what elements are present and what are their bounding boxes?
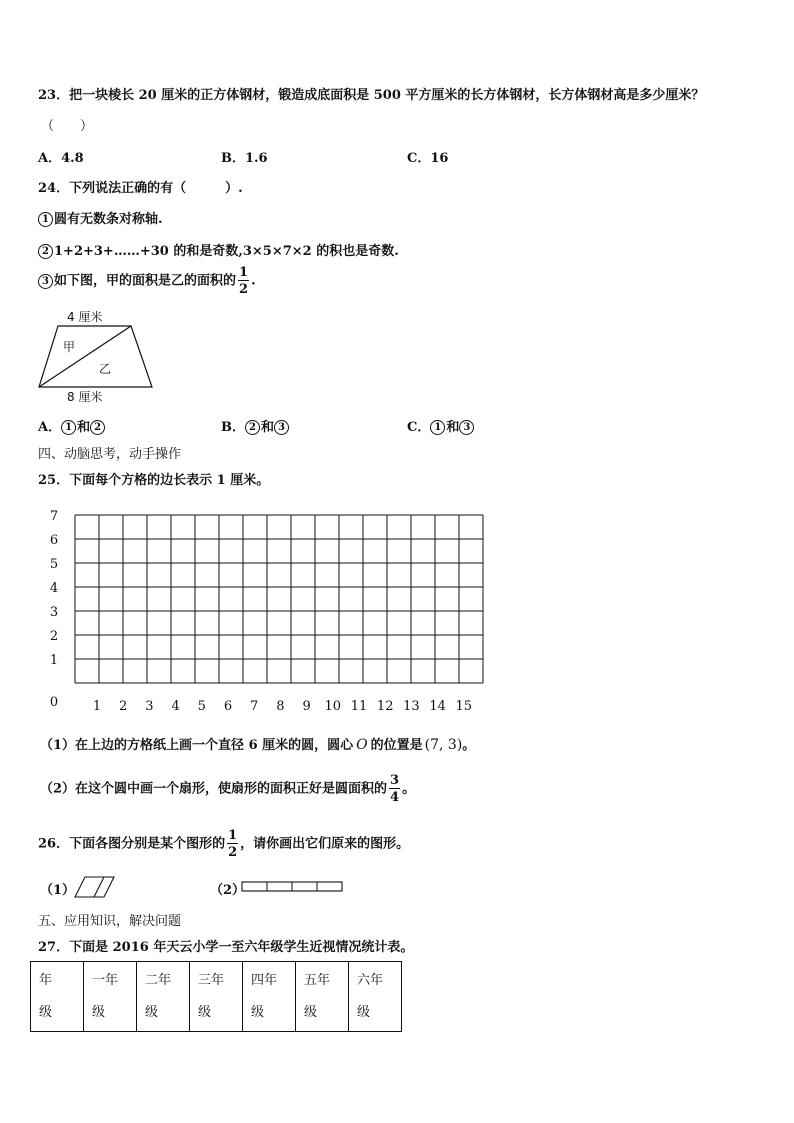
center-o-symbol: O — [356, 737, 368, 753]
fraction-numerator: 3 — [390, 773, 400, 788]
section-5-heading: 五、应用知识，解决问题 — [38, 914, 182, 929]
trapezoid-label-yi: 乙 — [99, 362, 112, 376]
q25-part-2 — [40, 774, 415, 804]
option-text: 和 — [77, 420, 91, 435]
circled-number: 1 — [61, 420, 76, 435]
q27-text: 27．下面是 2016 年天云小学一至六年级学生近视情况统计表。 — [38, 940, 414, 955]
header-line: 六年 — [357, 972, 384, 988]
x-axis-label: 10 — [324, 699, 342, 714]
header-line: 级 — [304, 1004, 318, 1020]
fraction-denominator: 2 — [228, 845, 238, 860]
x-axis-label: 8 — [276, 699, 285, 714]
circled-number: 3 — [459, 420, 474, 435]
question-text: ，请你画出它们原来的图形。 — [240, 836, 410, 852]
part-text: （2）在这个圆中画一个扇形，使扇形的面积正好是圆面积的 — [40, 781, 388, 797]
q25-text: 25．下面每个方格的边长表示 1 厘米。 — [38, 473, 270, 488]
table-header-cell — [137, 962, 190, 1032]
q24-option-a — [38, 416, 106, 435]
x-axis-label: 15 — [455, 699, 473, 714]
circled-number: 2 — [245, 420, 260, 435]
x-axis-label: 1 — [92, 699, 102, 714]
half-shape-parallelogram — [74, 875, 118, 899]
q24-statement-3 — [38, 266, 256, 296]
statement-text: . — [251, 273, 256, 289]
table-header-cell — [84, 962, 137, 1032]
q24-text: 24．下列说法正确的有（ ）. — [38, 181, 243, 196]
fraction — [238, 266, 249, 296]
part-text: 。 — [462, 738, 476, 753]
y-axis-label: 6 — [49, 533, 59, 548]
fraction-numerator: 1 — [239, 265, 249, 280]
q26-label-1: （1） — [40, 883, 76, 898]
circled-number: 1 — [38, 212, 53, 227]
q26-text — [38, 829, 409, 859]
fraction-denominator: 2 — [239, 282, 249, 297]
fraction — [227, 829, 238, 859]
q24-statement-1 — [38, 208, 163, 227]
x-axis-label: 2 — [119, 699, 128, 714]
statement-text: 1+2+3+……+30 的和是奇数,3×5×7×2 的积也是奇数. — [54, 244, 399, 259]
y-axis-label: 3 — [49, 605, 59, 620]
circled-number: 3 — [274, 420, 289, 435]
y-axis-label: 7 — [49, 509, 59, 524]
circled-number: 2 — [90, 420, 105, 435]
q23-option-c: C．16 — [407, 151, 449, 166]
q24-option-b — [221, 416, 290, 435]
y-axis-label: 2 — [49, 629, 59, 644]
x-axis-label: 7 — [250, 699, 259, 714]
q26-label-2: （2） — [210, 883, 246, 898]
x-axis-label: 6 — [223, 699, 233, 714]
table-header-row — [31, 962, 402, 1032]
y-axis-label: 5 — [49, 557, 59, 572]
x-axis-label: 4 — [171, 699, 180, 714]
header-line: 级 — [251, 1004, 265, 1020]
header-line: 级 — [92, 1004, 106, 1020]
q23-option-a: A．4.8 — [38, 151, 84, 166]
trapezoid-bottom-label: 8 厘米 — [67, 390, 103, 404]
q23-answer-blank: （ ） — [41, 119, 94, 134]
x-axis-label: 11 — [350, 699, 368, 714]
part-text: 的位置是 — [370, 738, 423, 753]
section-4-heading: 四、动脑思考，动手操作 — [38, 447, 182, 462]
header-line: 级 — [145, 1004, 159, 1020]
question-text: 26．下面各图分别是某个图形的 — [38, 836, 226, 852]
trapezoid-label-jia: 甲 — [63, 340, 76, 354]
x-axis-label: 12 — [376, 699, 394, 714]
fraction-numerator: 1 — [228, 828, 238, 843]
header-line: 五年 — [304, 972, 331, 988]
table-header-cell — [349, 962, 402, 1032]
option-text: 和 — [261, 420, 275, 435]
header-line: 级 — [198, 1004, 212, 1020]
circled-number: 3 — [38, 274, 53, 289]
statement-text: 圆有无数条对称轴. — [54, 212, 163, 227]
q23-option-b: B．1.6 — [221, 151, 268, 166]
option-letter: C． — [407, 420, 431, 435]
table-header-cell — [243, 962, 296, 1032]
grid-svg — [40, 505, 490, 714]
center-position: (7, 3) — [424, 737, 463, 753]
header-line: 二年 — [145, 972, 172, 988]
myopia-stats-table — [30, 961, 402, 1032]
half-shape-strip — [241, 880, 345, 894]
x-axis-label: 5 — [197, 699, 206, 714]
option-text: 和 — [446, 420, 460, 435]
header-line: 年 — [39, 972, 53, 988]
y-axis-label: 1 — [49, 653, 59, 668]
q23-text: 23．把一块棱长 20 厘米的正方体钢材，锻造成底面积是 500 平方厘米的长方体钢材，长方体钢材高是多少厘米？ — [38, 88, 705, 103]
fraction-denominator: 4 — [390, 790, 400, 805]
header-line: 四年 — [251, 972, 278, 988]
q25-part-1 — [40, 734, 475, 753]
x-axis-label: 3 — [145, 699, 154, 714]
header-line: 级 — [39, 1004, 53, 1020]
table-header-cell — [31, 962, 84, 1032]
y-axis-label: 0 — [49, 695, 59, 710]
x-axis-label: 9 — [302, 699, 311, 714]
header-line: 三年 — [198, 972, 225, 988]
part-text: 。 — [402, 781, 416, 797]
circled-number: 1 — [430, 420, 445, 435]
table-header-cell — [190, 962, 243, 1032]
x-axis-label: 14 — [429, 699, 446, 714]
q24-option-c — [407, 416, 475, 435]
option-letter: A． — [38, 420, 62, 435]
q24-statement-2 — [38, 240, 399, 259]
statement-text: 如下图，甲的面积是乙的面积的 — [54, 273, 237, 289]
table-header-cell — [296, 962, 349, 1032]
fraction — [389, 774, 400, 804]
header-line: 级 — [357, 1004, 371, 1020]
header-line: 一年 — [92, 972, 119, 988]
x-axis-label: 13 — [403, 699, 420, 714]
trapezoid-top-label: 4 厘米 — [67, 310, 103, 324]
circled-number: 2 — [38, 244, 53, 259]
y-axis-label: 4 — [49, 581, 59, 596]
option-letter: B． — [221, 420, 245, 435]
part-text: （1）在上边的方格纸上画一个直径 6 厘米的圆，圆心 — [40, 738, 354, 753]
trapezoid-figure — [36, 322, 156, 392]
